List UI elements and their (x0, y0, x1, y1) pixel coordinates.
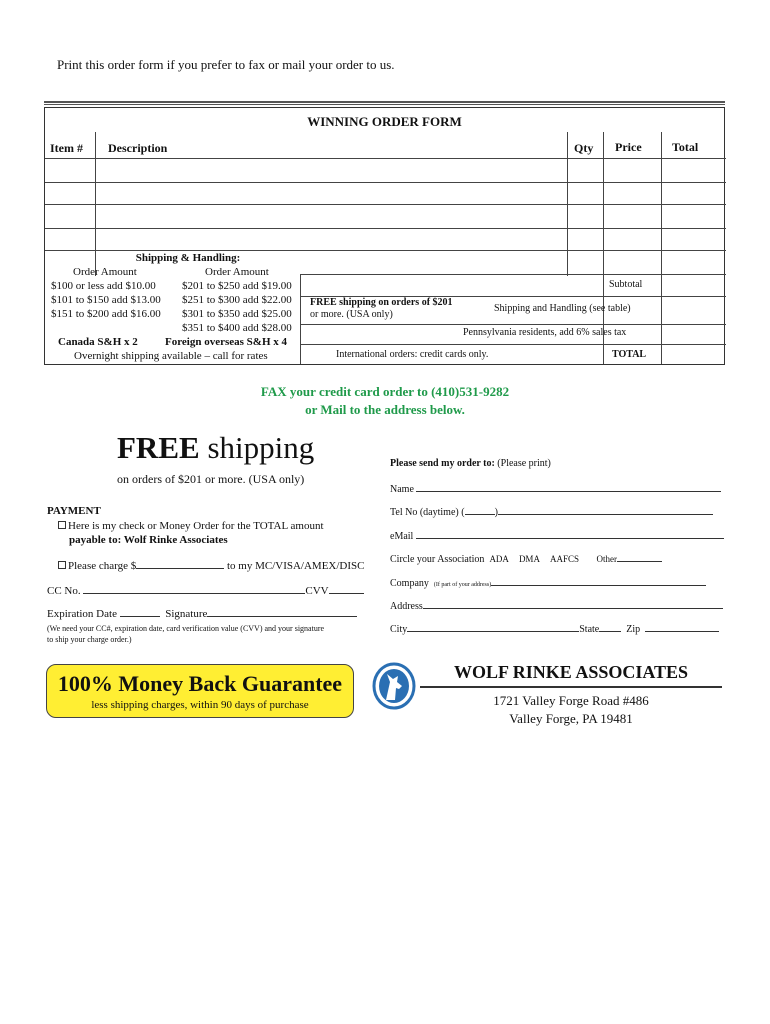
state-label: State (579, 624, 600, 635)
payment-heading: PAYMENT (47, 505, 101, 517)
company-row (390, 578, 706, 589)
col-description: Description (108, 141, 168, 155)
shipping-word: shipping (199, 430, 315, 465)
expiration-label: Expiration Date (47, 608, 117, 620)
right-rate-row: $301 to $350 add $25.00 (182, 308, 292, 320)
overnight-note: Overnight shipping available – call for rates (74, 350, 268, 362)
assoc-ada[interactable]: ADA (489, 554, 509, 564)
address-row (390, 601, 723, 612)
cc-row (47, 585, 364, 597)
cvv-field[interactable] (329, 593, 364, 594)
send-heading (390, 458, 551, 469)
check-option[interactable] (58, 520, 324, 532)
payment-note (47, 623, 377, 645)
col-total: Total (672, 140, 699, 154)
free-shipping-note (310, 297, 453, 321)
tel-row: Tel No (daytime) ( ) (390, 507, 713, 518)
charge-label: Please charge $ (68, 560, 137, 572)
area-code-field[interactable] (465, 514, 495, 515)
circle-label: Circle your Association (390, 554, 485, 565)
charge-tail: to my MC/VISA/AMEX/DISC (224, 560, 365, 572)
free-note-1: FREE shipping on orders of $201 (310, 297, 453, 308)
left-rate-row: $101 to $150 add $13.00 (51, 294, 161, 306)
name-field[interactable] (416, 491, 721, 492)
right-rate-row: $201 to $250 add $19.00 (182, 280, 292, 292)
company-name: WOLF RINKE ASSOCIATES (420, 662, 722, 688)
overseas-rate: Foreign overseas S&H x 4 (165, 336, 288, 348)
free-note-2: or more. (USA only) (310, 309, 393, 320)
left-rate-row: $151 to $200 add $16.00 (51, 308, 161, 320)
guarantee-title: 100% Money Back Guarantee (57, 671, 343, 696)
cvv-label: CVV (305, 585, 329, 597)
free-shipping-headline (117, 430, 314, 466)
shipping-handling-label: Shipping and Handling (see table) (494, 303, 631, 314)
form-top-rule (44, 101, 725, 105)
cc-label: CC No. (47, 585, 81, 597)
company-field[interactable] (491, 585, 706, 586)
zip-label: Zip (626, 624, 641, 635)
international-note: International orders: credit cards only. (336, 349, 489, 360)
company-note: (If part of your address) (433, 582, 492, 588)
cc-number-field[interactable] (83, 593, 305, 594)
fax-line-1: FAX your credit card order to (410)531-9282 (260, 384, 510, 399)
payment-note-1: (We need your CC#, expiration date, card verification value (CVV) and your signature (47, 624, 325, 633)
city-label: City (390, 624, 408, 635)
email-label: eMail (390, 531, 414, 542)
charge-checkbox[interactable] (58, 561, 66, 569)
payable-to: payable to: Wolf Rinke Associates (69, 534, 228, 546)
check-checkbox[interactable] (58, 521, 66, 529)
guarantee-badge (46, 664, 354, 718)
send-heading-tail: (Please print) (494, 458, 551, 469)
assoc-aafcs[interactable]: AAFCS (549, 554, 579, 564)
expiration-field[interactable] (120, 616, 160, 617)
pa-tax-label: Pennsylvania residents, add 6% sales tax (463, 327, 627, 338)
send-heading-bold: Please send my order to: (390, 458, 495, 469)
email-row (390, 531, 724, 542)
address-field[interactable] (423, 608, 723, 609)
fax-line-2: or Mail to the address below. (305, 402, 465, 417)
col-qty: Qty (574, 141, 594, 155)
guarantee-sub: less shipping charges, within 90 days of purchase (91, 699, 309, 711)
company-street: 1721 Valley Forge Road #486 (493, 693, 649, 708)
check-label: Here is my check or Money Order for the TOTAL amount (68, 520, 324, 532)
city-field[interactable] (407, 631, 579, 632)
signature-label: Signature (165, 608, 208, 620)
free-shipping-sub: on orders of $201 or more. (USA only) (117, 472, 305, 486)
name-row (390, 484, 721, 495)
intro-text: Print this order form if you prefer to fax or mail your order to us. (57, 57, 395, 72)
tel-label: Tel No (daytime) ( (390, 507, 465, 518)
order-amount-header-left: Order Amount (73, 266, 137, 278)
canada-rate: Canada S&H x 2 (58, 336, 138, 348)
left-rate-row: $100 or less add $10.00 (51, 280, 156, 292)
company-label: Company (390, 578, 429, 589)
col-item: Item # (50, 141, 83, 155)
charge-option[interactable] (58, 560, 365, 572)
company-block (420, 662, 722, 728)
free-word: FREE (117, 430, 200, 465)
total-label: TOTAL (612, 349, 647, 360)
address-label: Address (390, 601, 423, 612)
charge-amount-field[interactable] (136, 568, 224, 569)
order-amount-header-right: Order Amount (205, 266, 269, 278)
association-row (390, 554, 662, 565)
expiry-row (47, 608, 357, 620)
col-price: Price (615, 140, 642, 154)
form-title: WINNING ORDER FORM (307, 114, 462, 129)
assoc-other[interactable]: Other (596, 554, 617, 564)
shipping-table (48, 251, 298, 363)
tel-field[interactable] (498, 514, 713, 515)
company-city: Valley Forge, PA 19481 (509, 711, 633, 726)
city-row (390, 624, 719, 635)
name-label: Name (390, 484, 414, 495)
wolf-howling-logo-icon (372, 662, 416, 710)
email-field[interactable] (416, 538, 724, 539)
zip-field[interactable] (645, 631, 719, 632)
other-field[interactable] (617, 561, 662, 562)
right-rate-row: $251 to $300 add $22.00 (182, 294, 292, 306)
right-rate-row: $351 to $400 add $28.00 (182, 322, 292, 334)
payment-note-2: to ship your charge order.) (47, 635, 132, 644)
state-field[interactable] (599, 631, 621, 632)
shipping-heading: Shipping & Handling: (135, 252, 241, 264)
subtotal-label: Subtotal (609, 279, 643, 290)
signature-field[interactable] (207, 616, 357, 617)
assoc-dma[interactable]: DMA (518, 554, 540, 564)
